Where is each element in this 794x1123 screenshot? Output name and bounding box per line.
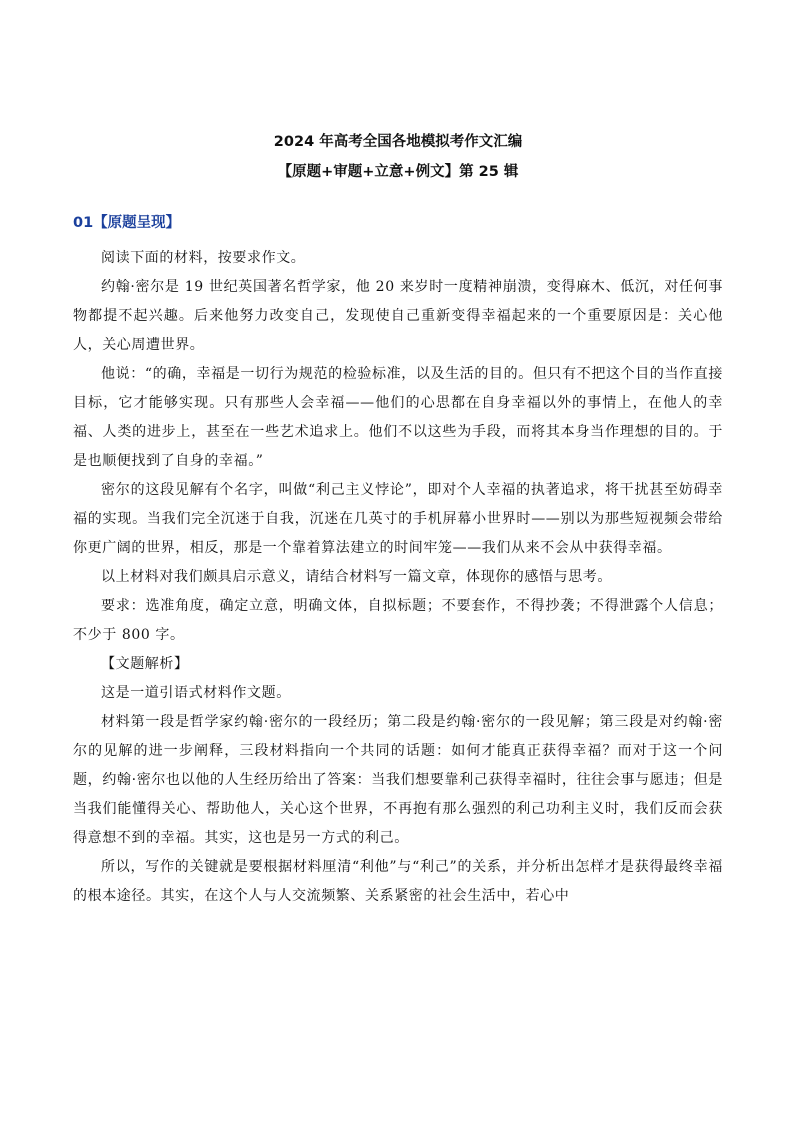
- analysis-heading: 【文题解析】: [101, 656, 189, 672]
- paragraph-material-3: 密尔的这段见解有个名字，叫做“利己主义悖论”，即对个人幸福的执著追求，将干扰甚至妨碍幸福的实现。当我们完全沉迷于自我，沉迷在几英寸的手机屏幕小世界时——别以为那些短视频会带给你更广阔的世界，相反，那是一个靠着算法建立的时间牢笼——我们从来不会从中获得幸福。: [73, 482, 723, 556]
- paragraph-analysis-1: 这是一道引语式材料作文题。: [101, 685, 291, 701]
- paragraph-material-1: 约翰·密尔是 19 世纪英国著名哲学家，他 20 来岁时一度精神崩溃，变得麻木、低沉，对任何事物都提不起兴趣。后来他努力改变自己，发现使自己重新变得幸福起来的一个重要原因是：关心他人，关心周遭世界。: [73, 279, 723, 353]
- document-title: 2024 年高考全国各地模拟考作文汇编: [273, 134, 523, 150]
- document-body: [73, 132, 723, 911]
- paragraph-material-2: 他说：“的确，幸福是一切行为规范的检验标准，以及生活的目的。但只有不把这个目的当作直接目标，它才能够实现。只有那些人会幸福——他们的心思都在自身幸福以外的事情上，在他人的幸福、人类的进步上，甚至在一些艺术追求上。他们不以这些为手段，而将其本身当作理想的目的。于是也顺便找到了自身的幸福。”: [73, 366, 723, 469]
- paragraph-task: 以上材料对我们颇具启示意义，请结合材料写一篇文章，体现你的感悟与思考。: [101, 569, 612, 585]
- document-subtitle: 【原题+审题+立意+例文】第 25 辑: [277, 164, 519, 180]
- paragraph-instruction: 阅读下面的材料，按要求作文。: [101, 250, 306, 266]
- paragraph-requirements: 要求：选准角度，确定立意，明确文体，自拟标题；不要套作，不得抄袭；不得泄露个人信息；不少于 800 字。: [73, 598, 723, 643]
- paragraph-analysis-3: 所以，写作的关键就是要根据材料厘清“利他”与“利己”的关系，并分析出怎样才是获得最终幸福的根本途径。其实，在这个人与人交流频繁、关系紧密的社会生活中，若心中: [73, 859, 723, 904]
- paragraph-analysis-2: 材料第一段是哲学家约翰·密尔的一段经历；第二段是约翰·密尔的一段见解；第三段是对约翰·密尔的见解的进一步阐释，三段材料指向一个共同的话题：如何才能真正获得幸福？而对于这一个问题，约翰·密尔也以他的人生经历给出了答案：当我们想要靠利己获得幸福时，往往会事与愿违；但是当我们能懂得关心、帮助他人，关心这个世界，不再抱有那么强烈的利己功利主义时，我们反而会获得意想不到的幸福。其实，这也是另一方式的利己。: [73, 714, 723, 846]
- section-heading: 01【原题呈现】: [73, 215, 181, 231]
